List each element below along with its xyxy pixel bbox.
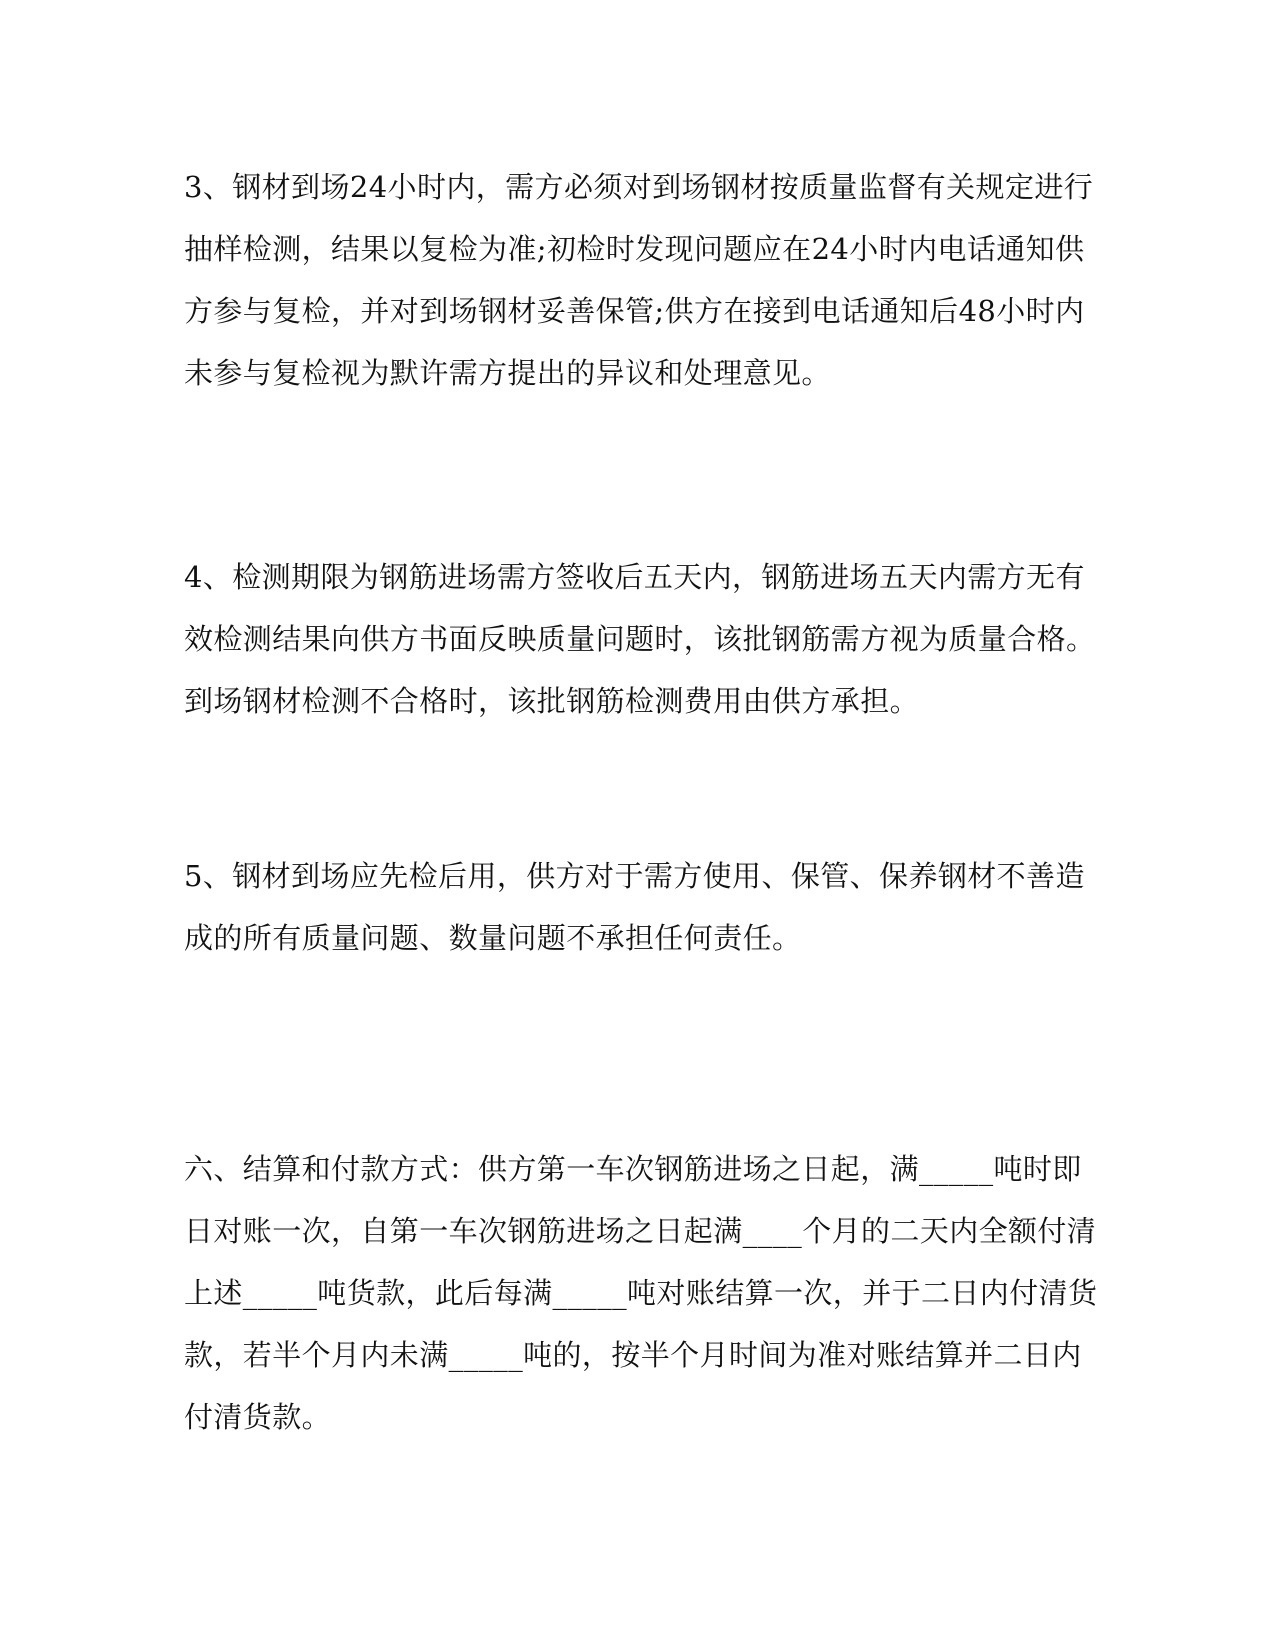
paragraph-line: 效检测结果向供方书面反映质量问题时，该批钢筋需方视为质量合格。 (184, 622, 1096, 656)
paragraph-line: 未参与复检视为默许需方提出的异议和处理意见。 (184, 356, 831, 390)
clause-3-paragraph (184, 156, 1094, 404)
paragraph-line: 款，若半个月内未满_____吨的，按半个月时间为准对账结算并二日内 (184, 1338, 1082, 1372)
paragraph-line: 付清货款。 (184, 1400, 332, 1434)
paragraph-line: 3、钢材到场24小时内，需方必须对到场钢材按质量监督有关规定进行 (184, 170, 1094, 204)
clause-4-paragraph (184, 546, 1096, 732)
clause-5-paragraph (184, 845, 1084, 969)
paragraph-line: 日对账一次，自第一车次钢筋进场之日起满____个月的二天内全额付清 (184, 1214, 1097, 1248)
section-6-payment-paragraph (184, 1138, 1098, 1448)
paragraph-line: 到场钢材检测不合格时，该批钢筋检测费用由供方承担。 (184, 684, 920, 718)
paragraph-line: 成的所有质量问题、数量问题不承担任何责任。 (184, 921, 802, 955)
paragraph-line: 4、检测期限为钢筋进场需方签收后五天内，钢筋进场五天内需方无有 (184, 560, 1085, 594)
paragraph-line: 抽样检测，结果以复检为准;初检时发现问题应在24小时内电话通知供 (184, 232, 1085, 266)
paragraph-line: 5、钢材到场应先检后用，供方对于需方使用、保管、保养钢材不善造 (184, 859, 1085, 893)
paragraph-line: 六、结算和付款方式：供方第一车次钢筋进场之日起，满_____吨时即 (184, 1152, 1082, 1186)
paragraph-line: 上述_____吨货款，此后每满_____吨对账结算一次，并于二日内付清货 (184, 1276, 1098, 1310)
paragraph-line: 方参与复检，并对到场钢材妥善保管;供方在接到电话通知后48小时内 (184, 294, 1085, 328)
